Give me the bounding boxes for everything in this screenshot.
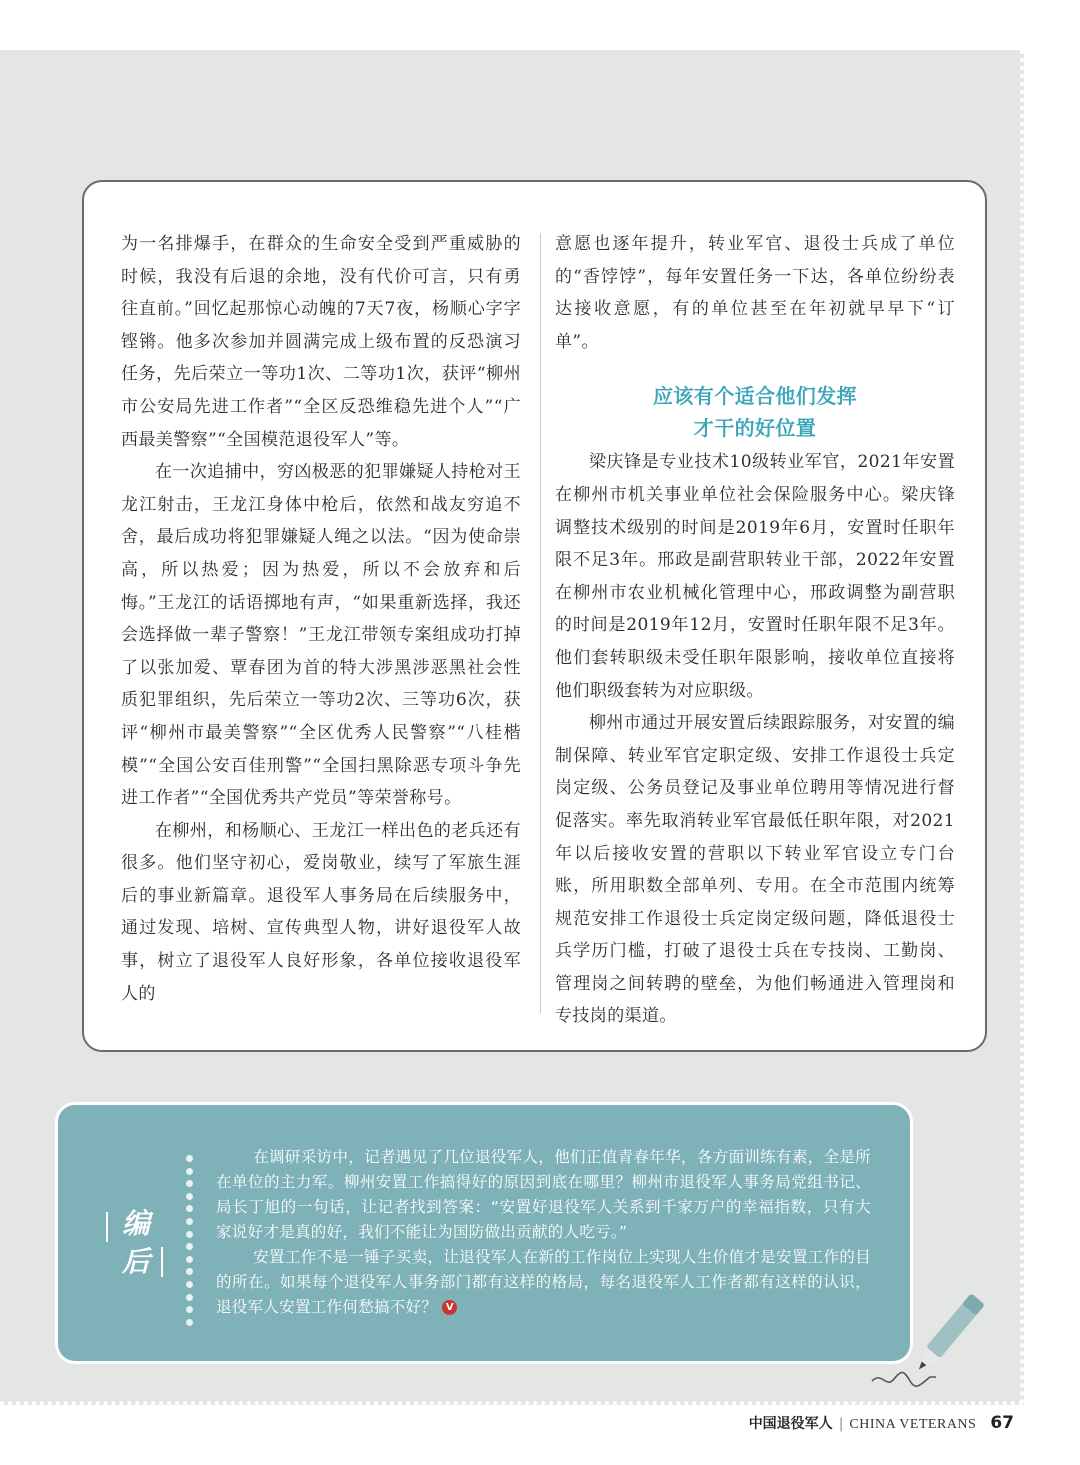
magazine-name-en: CHINA VETERANS bbox=[849, 1417, 977, 1432]
editor-note-paragraph-text: 安置工作不是一锤子买卖，让退役军人在新的工作岗位上实现人生价值才是安置工作的目的所在。如果每个退役军人事务部门都有这样的格局，每名退役军人工作者都有这样的认识，退役军人安置工作何愁搞不好？ bbox=[216, 1248, 871, 1316]
section-heading-line: 应该有个适合他们发挥 bbox=[653, 384, 857, 409]
footer-separator: | bbox=[838, 1416, 844, 1432]
article-paragraph: 为一名排爆手，在群众的生命安全受到严重威胁的时候，我没有后退的余地，没有代价可言，只有勇往直前。”回忆起那惊心动魄的7天7夜，杨顺心字字铿锵。他多次参加并圆满完成上级布置的反恐演习任务，先后荣立一等功1次、二等功1次，获评“柳州市公安局先进工作者”“全区反恐维稳先进个人”“广西最美警察”“全国模范退役军人”等。 bbox=[121, 234, 521, 450]
editor-note-label-char: 编 bbox=[121, 1207, 150, 1240]
section-heading bbox=[555, 380, 955, 444]
editor-note-text bbox=[216, 1145, 871, 1320]
end-mark-icon: V bbox=[442, 1300, 457, 1315]
article-paragraph: 柳州市通过开展安置后续跟踪服务，对安置的编制保障、转业军官定职定级、安排工作退役士兵定岗定级、公务员登记及事业单位聘用等情况进行督促落实。率先取消转业军官最低任职年限，对2021年以后接收安置的营职以下转业军官设立专门台账，所用职数全部单列、专用。在全市范围内统筹规范安排工作退役士兵定岗定级问题，降低退役士兵学历门槛，打破了退役士兵在专技岗、工勤岗、管理岗之间转聘的壁垒，为他们畅通进入管理岗和专技岗的渠道。 bbox=[555, 713, 955, 1027]
section-heading-line: 才干的好位置 bbox=[693, 416, 817, 441]
page-number: 67 bbox=[990, 1413, 1014, 1433]
dotted-divider bbox=[186, 1155, 194, 1323]
article-paragraph: 在一次追捕中，穷凶极恶的犯罪嫌疑人持枪对王龙江射击，王龙江身体中枪后，依然和战友穷追不舍，最后成功将犯罪嫌疑人绳之以法。“因为使命崇高，所以热爱；因为热爱，所以不会放弃和后悔。”王龙江的话语掷地有声，“如果重新选择，我还会选择做一辈子警察！”王龙江带领专案组成功打掉了以张加爱、覃春团为首的特大涉黑涉恶黑社会性质犯罪组织，先后荣立一等功2次、三等功6次，获评“柳州市最美警察”“全区优秀人民警察”“八桂楷模”“全国公安百佳刑警”“全国扫黑除恶专项斗争先进工作者”“全国优秀共产党员”等荣誉称号。 bbox=[121, 462, 521, 809]
editor-note-label-char: 后 bbox=[121, 1245, 150, 1278]
article-paragraph: 梁庆锋是专业技术10级转业军官，2021年安置在柳州市机关事业单位社会保险服务中心。梁庆锋调整技术级别的时间是2019年6月，安置时任职年限不足3年。邢政是副营职转业干部，2022年安置在柳州市农业机械化管理中心，邢政调整为副营职的时间是2019年12月，安置时任职年限不足3年。他们套转职级未受任职年限影响，接收单位直接将他们职级套转为对应职级。 bbox=[555, 452, 955, 701]
pen-icon bbox=[860, 1285, 1015, 1395]
article-paragraph: 在柳州，和杨顺心、王龙江一样出色的老兵还有很多。他们坚守初心，爱岗敬业，续写了军旅生涯后的事业新篇章。退役军人事务局在后续服务中，通过发现、培树、宣传典型人物，讲好退役军人故事，树立了退役军人良好形象，各单位接收退役军人的 bbox=[121, 820, 521, 1004]
editor-note-label bbox=[104, 1205, 168, 1281]
editor-note-paragraph: 在调研采访中，记者遇见了几位退役军人，他们正值青春年华，各方面训练有素，全是所在单位的主力军。柳州安置工作搞得好的原因到底在哪里？柳州市退役军人事务局党组书记、局长丁旭的一句话，让记者找到答案：“安置好退役军人关系到千家万户的幸福指数，只有大家说好才是真的好，我们不能让为国防做出贡献的人吃亏。” bbox=[216, 1148, 871, 1241]
magazine-name-cn: 中国退役军人 bbox=[748, 1416, 833, 1432]
page-footer bbox=[749, 1413, 1014, 1437]
article-paragraph: 意愿也逐年提升，转业军官、退役士兵成了单位的“香饽饽”，每年安置任务一下达，各单位纷纷表达接收意愿，有的单位甚至在年初就早早下“订单”。 bbox=[555, 234, 955, 352]
editor-note-paragraph bbox=[216, 1245, 871, 1320]
article-right-column bbox=[555, 228, 955, 1033]
column-divider bbox=[540, 233, 541, 1013]
article-left-column bbox=[121, 228, 521, 1010]
